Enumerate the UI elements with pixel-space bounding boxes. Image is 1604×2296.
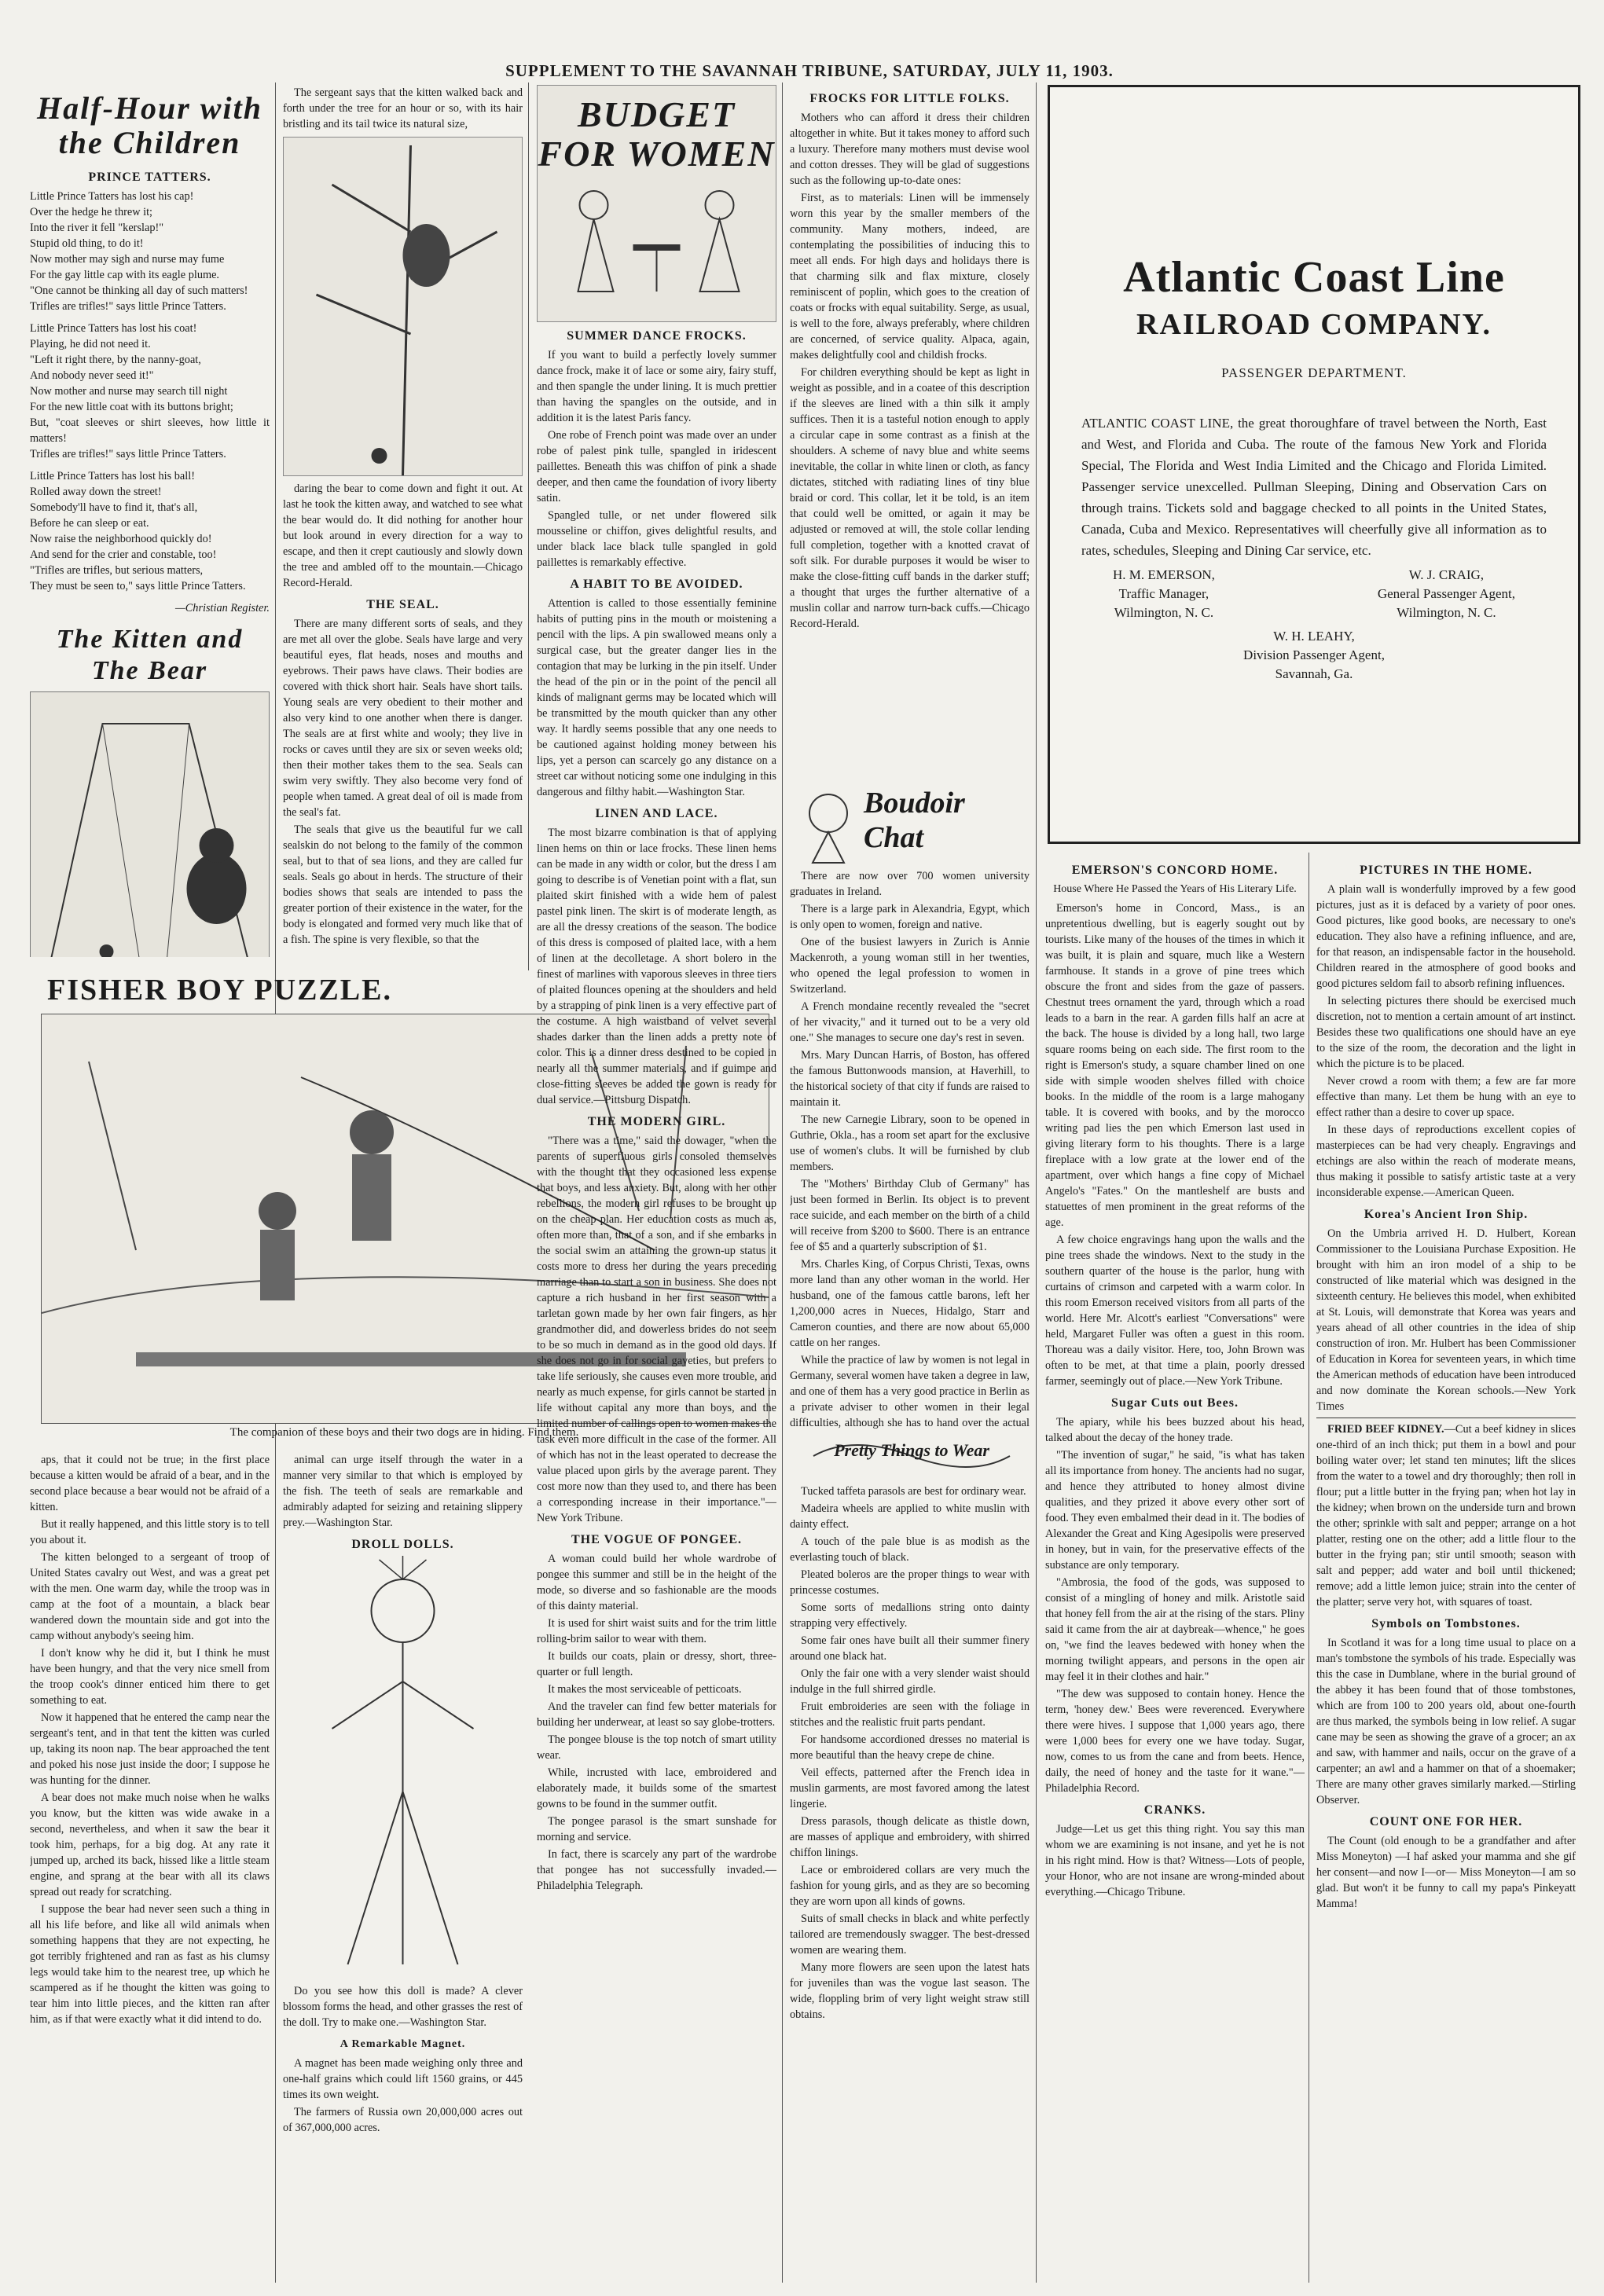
bear-ending: daring the bear to come down and fight it out. At last he took the kitten away, and watched to see what the bear would do. It did nothing for another hour but look around in every direction for a way to escape, and then it crept cautiously and slowly down the tree and ambled off to the mountain.—Chicago Record-Herald. [283,482,523,589]
pongee-paragraph: It is used for shirt waist suits and for the trim little rolling-brim sailor to wear with them. [537,1617,776,1645]
tombstones-title: Symbols on Tombstones. [1371,1617,1521,1630]
seal-paragraph: There are many different sorts of seals, and they are met all over the globe. Seals have large and very beautiful eyes, flat heads, noses and mouths and eyebrows. Their paws have claws. Their bodies are covered with thick short hair. Seals have short tails. Young seals are very obedient to their mother and also very kind to one another when there is danger. The seals are at first white and wooly; they live in rocks or caves until they are six or seven weeks old; then their mother takes them to the sea. Seals can swim very swiftly. They also become very fond of people when tamed. A great deal of oil is made from the seal's fat. [283,618,523,819]
signature-place: Wilmington, N. C. [1397,605,1496,620]
boudoir-paragraph: While the practice of law by women is not legal in Germany, several women have taken a degree in law, and one of them has a very good practice in Berlin as a private adviser to other women in their legal difficulties, although she has to hand over the actual [790,1354,1030,1429]
poem-line: Before he can sleep or eat. [30,517,149,530]
poem-line: Now mother and nurse may search till night [30,385,228,398]
poem-line: For the new little coat with its buttons bright; [30,401,233,413]
pongee-paragraph: In fact, there is scarcely any part of the wardrobe that pongee has not successfully invaded.—Philadelphia Telegraph. [537,1848,776,1892]
railroad-name: Atlantic Coast Line [1123,253,1505,302]
boudoir-paragraph: There is a large park in Alexandria, Egypt, which is only open to women, foreign and native. [790,903,1030,931]
korea-title: Korea's Ancient Iron Ship. [1364,1208,1529,1221]
kitten-story-paragraph: aps, that it could not be true; in the first place because a kitten would be afraid of a bear, and in the second place because a bear would not be afraid of a kitten. [30,1454,270,1513]
railroad-signatures [1113,566,1515,622]
pretty-paragraph: Tucked taffeta parasols are best for ordinary wear. [801,1485,1026,1498]
dance-paragraph: If you want to build a perfectly lovely summer dance frock, make it of lace or some airy, fairy stuff, and then spangle the under lining. It is much prettier than having the spangles on the outside, and in addition it is the latest Paris fancy. [537,349,776,424]
pongee-paragraph: While, incrusted with lace, embroidered and elaborately made, it builds some of the smartest gowns to be found in the summer outfit. [537,1766,776,1810]
doll-illustration [283,1556,523,1980]
bear-in-tree-drawing [284,138,522,475]
signature-craig [1378,566,1515,622]
poem-line: Playing, he did not need it. [30,338,151,350]
pongee-paragraph: It makes the most serviceable of petticoats. [548,1683,742,1696]
emerson-subtitle: House Where He Passed the Years of His Literary Life. [1053,883,1297,895]
pretty-things-heading-art [806,1434,1018,1477]
frocks-title: FROCKS FOR LITTLE FOLKS. [809,92,1010,105]
railroad-department: PASSENGER DEPARTMENT. [1221,365,1407,380]
grass-doll-drawing [283,1556,523,1980]
kitten-story-paragraph: A bear does not make much noise when he walks you know, but the kitten was wide awake in a second, nevertheless, and when it saw the bear it took him, perhaps, for a big dog. At any rate it jumped up, arched its back, hissed like a little steam engine, and sprang at the bear with all its claws spread out ready for scratching. [30,1792,270,1898]
pretty-title: Pretty Things to Wear [834,1440,989,1460]
boudoir-paragraph: Mrs. Charles King, of Corpus Christi, Texas, owns more land than any other woman in the world. Her husband, one of the famous cattle barons, left her 1,200,000 acres in Nueces, Hidalgo, Starr and Cameron counties, and there are now about 65,000 cattle on her ranges. [790,1258,1030,1349]
poem-line: Over the hedge he threw it; [30,206,153,218]
kitten-story-paragraph: I suppose the bear had never seen such a thing in all his life before, and like all wild animals when something happens that they are not expecting, he got terribly frightened and ran as fast as his clumsy legs would take him to the nearest tree, up which he scampered as if he thought the kitten was going to tear him into little pieces, and the kitten ran after him, as if that were exactly what it did intend to do. [30,1903,270,2026]
prince-tatters-title: PRINCE TATTERS. [88,171,211,184]
seal-paragraph: The seals that give us the beautiful fur we call sealskin do not belong to the family of the common seal, but to that of sea lions, and they are called fur seals. Seals go about in herds. The structure of their bodies shows that seals are intended to pass the greater portion of their existence in the water, for the body is elongated and formed very much like that of a fish. The spine is very flexible, so that the [283,823,523,946]
droll-dolls-title: DROLL DOLLS. [351,1538,454,1551]
poem-line: Trifles are trifles!" says little Prince Tatters. [30,448,226,460]
boudoir-paragraph: The "Mothers' Birthday Club of Germany" has just been formed in Berlin. Its object is to prevent race suicide, and each member on the birth of a child will receive from $200 to $600. There is an entrance fee of $5 and a quarterly subscription of $1. [790,1178,1030,1253]
railroad-advertisement [1048,85,1580,844]
boudoir-paragraph: Mrs. Mary Duncan Harris, of Boston, has offered the famous Buttonwoods mansion, at Haverhill, to the historical society of that city if funds are raised to maintain it. [790,1049,1030,1109]
signature-emerson [1113,566,1215,622]
column-1-bottom [30,1452,270,2285]
puzzle-caption: The companion of these boys and their two dogs are in hiding. Find them. [229,1426,579,1439]
column-2-top [283,85,523,969]
bees-paragraph: "Ambrosia, the food of the gods, was supposed to consist of a mingling of honey and milk. Aristotle said that honey fell from the air at the rising of the stars. Pliny said it came from the air at daybreak—whence," he goes on, "we find the leaves bedewed with honey when the morning twilight appears, and persons in the open air may feel it in their clothes and hair." [1045,1576,1305,1683]
cranks-paragraph: Judge—Let us get this thing right. You say this man whom we are examining is not insane, and yet he is not in his right mind. How is that? Witness—Lots of people, your Honor, who are not insane are wrong-minded about everything.—Chicago Tribune. [1045,1823,1305,1898]
budget-illustration [537,85,776,322]
column-4-middle [790,868,1030,1430]
kitten-story-paragraph: But it really happened, and this little story is to tell you about it. [30,1518,270,1546]
seal-ending: animal can urge itself through the water in a manner very similar to that which is employed by the fish. The teeth of seals are remarkable and admirably adapted for seizing and retaining slippery prey.—Washington Star. [283,1454,523,1529]
poem-stanza-3 [30,468,270,594]
poem-line: Little Prince Tatters has lost his ball! [30,470,195,482]
kitten-bear-title: The Kitten and The Bear [56,625,244,685]
poem-stanza-2 [30,321,270,462]
poem-line: "One cannot be thinking all day of such matters! [30,284,248,297]
poem-line: Now raise the neighborhood quickly do! [30,533,212,545]
seal-title: THE SEAL. [366,598,439,611]
habit-title: A HABIT TO BE AVOIDED. [570,578,743,591]
boudoir-title: Boudoir Chat [864,787,965,854]
droll-dolls-text: Do you see how this doll is made? A clever blossom forms the head, and other grasses the rest of the doll. Try to make one.—Washington Star. [283,1985,523,2029]
poem-line: For the gay little cap with its eagle plume. [30,269,220,281]
cranks-title: CRANKS. [1143,1803,1206,1817]
count-title: COUNT ONE FOR HER. [1369,1815,1523,1828]
signature-name: W. H. LEAHY, [1273,629,1355,644]
column-6 [1316,856,1576,2283]
pretty-paragraph: Some sorts of medallions string onto dainty strapping very effectively. [790,1601,1030,1630]
tree-bear-illustration [283,137,523,476]
poem-line: Into the river it fell "kerslap!" [30,222,164,234]
kitten-bear-illustration [30,691,270,957]
poem-line: Now mother may sigh and nurse may fume [30,253,225,266]
women-at-table-drawing [538,174,776,299]
pongee-title: THE VOGUE OF PONGEE. [571,1533,743,1546]
pretty-paragraph: Veil effects, patterned after the French idea in muslin garments, are most favored among the latest lingerie. [790,1766,1030,1810]
bees-paragraph: "The invention of sugar," he said, "is what has taken all its importance from honey. The ancients had no sugar, and hence they attributed to honey almost divine qualities, and they prized it above every other sort of food. They even embalmed their dead in it. The bodies of Alexander the Great and King Agesipolis were preserved in honey, but in vain, for the preservative effects of the substance are only temporary. [1045,1449,1305,1572]
pictures-title: PICTURES IN THE HOME. [1360,864,1532,877]
column-rule [1036,83,1037,2283]
poem-source: —Christian Register. [175,602,270,614]
poem-line: And send for the crier and constable, too! [30,548,217,561]
tent-bear-drawing [31,692,269,957]
dance-paragraph: One robe of French point was made over an under robe of palest pink tulle, spangled in iridescent paillettes. Beneath this was chiffon of pink a shade deeper, and then came the foundation of ivory liberty satin. [537,429,776,504]
bees-paragraph: The apiary, while his bees buzzed about his head, talked about the decay of the honey trade. [1045,1416,1305,1444]
dance-frocks-title: SUMMER DANCE FROCKS. [567,329,747,343]
column-5 [1045,856,1305,2283]
emerson-paragraph: Emerson's home in Concord, Mass., is an unpretentious dwelling, but is eagerly sought out by tourists. Like many of the houses of the times in which it was built, it is plain and square, much like a Western farmhouse. It stands in a grove of pine trees which obscure the front and sides from the gaze of passers. Chestnut trees ornament the yard, through which a road leads to a barn in the rear. A garden fills half an acre at the back. The house is divided by a long hall, two large square rooms being on each side. The first room to the right is Emerson's study, a square chamber lined on one side with simple wooden shelves filled with choice books. In the middle of the room is a large mahogany table. It is covered with books, and by the morocco writing pad lies the pen which Emerson last used in giving literary form to his thoughts. There is a large fireplace with a low grate at the lower end of the apartment, over which hangs a fine copy of Michael Angelo's "Fates." On the mantleshelf are busts and statuettes of men prominent in the great reforms of the age. [1045,902,1305,1229]
pictures-paragraph: In selecting pictures there should be exercised much discretion, not to mention a certain amount of art instinct. Besides these two qualifications one should have an eye to the size of the room, the decoration and the light in which the picture is to be placed. [1316,995,1576,1070]
boudoir-paragraph: A French mondaine recently revealed the "secret of her vivacity," and it turned out to be a very old one." She manages to secure one day's rest in seven. [790,1000,1030,1044]
linen-title: LINEN AND LACE. [595,807,718,820]
pictures-paragraph: In these days of reproductions excellent copies of masterpieces can be had very cheaply. Engravings and etchings are also within the reach of moderate means, thus making it possible to satisfy artistic taste at a very inconsiderable expense.—American Queen. [1316,1124,1576,1199]
railroad-body: ATLANTIC COAST LINE, the great thoroughfare of travel between the North, East and West, and Florida and Cuba. The route of the famous New York and Florida Special, The Florida and West India Limited and the Chicago and Florida Limited. Passenger service unexcelled. Pullman Sleeping, Dining and Observation Cars on through trains. Tickets sold and baggage checked to all points in the United States, Canada, Cuba and Mexico. Representatives will cheerfully give all information as to rates, schedules, Sleeping and Dining Car service, etc. [1081,416,1547,558]
signature-title: General Passenger Agent, [1377,586,1515,601]
boudoir-paragraph: One of the busiest lawyers in Zurich is Annie Mackenroth, a young woman still in her twenties, who opened the legal profession to women in Switzerland. [790,936,1030,996]
poem-line: Trifles are trifles!" says little Prince Tatters. [30,300,226,313]
korea-paragraph: On the Umbria arrived H. D. Hulbert, Korean Commissioner to the Louisiana Purchase Exposition. He brought with him an iron model of a ship to be constructed of like material which was designed in the sixteenth century. He believes this model, when exhibited at St. Louis, will demonstrate that Korea was years and years ahead of all other countries in the idea of ship construction of iron. Mr. Hulbert has been Commissioner of Education in Korea for seventeen years, in which time the American methods of education have been introduced and now dominate the Korean schools.—New York Times [1316,1227,1576,1413]
habit-paragraph: Attention is called to those essentially feminine habits of putting pins in the mouth or moistening a pencil with the lips. A pin swallowed means only a surgical case, but the greater danger lies in the contagion that may be lurking in the pin itself. Under the head of the pin or in the point of the pencil all kinds of malignant germs may be located which will be transmitted by the mouth quicker than any other way. It hardly seems possible that any one needs to be cautioned against holding money between his lips, yet a person can scarcely go any distance on a street car without noticing some one indulging in this dangerous and filthy habit.—Washington Star. [537,597,776,798]
pretty-paragraph: Dress parasols, though delicate as thistle down, are masses of applique and embroidery, with shirred chiffon linings. [790,1815,1030,1859]
poem-line: "Trifles are trifles, but serious matters, [30,564,204,577]
boudoir-paragraph: The new Carnegie Library, soon to be opened in Guthrie, Okla., has a room set apart for the exclusive use of women's clubs. It will be furnished by club members. [790,1113,1030,1173]
kidney-text: —Cut a beef kidney in slices one-third of an inch thick; put them in a bowl and pour boiling water over; let stand ten minutes; lift the slices from the water to a towel and dry thoroughly; then roll in flour; put a little butter in the frying pan; when hot lay in the kidney; when brown on the underside turn and brown the other; sprinkle with salt and pepper; arrange on a hot platter, resting one on the other; add a little flour to the butter in the frying pan; stir until smooth; season with salt and pepper; add water and boil until thickened; remove; add a little lemon juice; strain into the center of the platter; serve very hot, with squares of toast. [1316,1423,1576,1608]
signature-place: Savannah, Ga. [1275,666,1353,681]
poem-line: They must be seen to," says little Prince Tatters. [30,580,246,592]
signature-name: H. M. EMERSON, [1113,567,1215,582]
pictures-paragraph: A plain wall is wonderfully improved by a few good pictures, just as it is defaced by a variety of poor ones. Good pictures, like good books, are necessary to one's education. They also have a refining influence, and are, for that reason, an indispensable factor in the household. Children reared in the atmosphere of good books and good pictures seldom fail to absorb refining influences. [1316,883,1576,990]
kitten-story-paragraph: Now it happened that he entered the camp near the sergeant's tent, and in that tent the kitten was curled up, taking its noon nap. The bear approached the tent and poked his nose just inside the door; I suppose he was hunting for the dinner. [30,1711,270,1787]
poem-line: Little Prince Tatters has lost his coat! [30,322,197,335]
signature-title: Division Passenger Agent, [1243,647,1385,662]
pretty-paragraph: For handsome accordioned dresses no material is more beautiful than the heavy crepe de chine. [790,1733,1030,1762]
pretty-paragraph: Some fair ones have built all their summer finery around one black hat. [790,1634,1030,1663]
pretty-paragraph: Only the fair one with a very slender waist should indulge in the full shirred girdle. [790,1667,1030,1696]
frocks-paragraph: For children everything should be kept as light in weight as possible, and in a coatee of this description if the sleeves are lined with a thin silk it amply suffices. Then it is a tasteful notion enough to apply a circular cape in some contrast as a finish at the shoulders. A scheme of navy blue and white seems inevitable, the collar in white linen or cloth, as fancy dictates, stitched with radiating lines of tiny blue braid or cord. This collar, let it be told, is an item that could well be omitted, or again it may be adjusted or removed at will, the stole collar lending full completion, together with a knotted cravat of soft silk. For durable purposes it would be wiser to make the close-fitting cuff bands in the darker stuff; a thought that urges the further alternative of a muslin collar and narrow turn-back cuffs.—Chicago Record-Herald. [790,366,1030,630]
poem-line: Little Prince Tatters has lost his cap! [30,190,194,203]
signature-title: Traffic Manager, [1118,586,1209,601]
frocks-paragraph: First, as to materials: Linen will be immensely worn this year by the smaller members of the community. Many mothers, indeed, are contemplating the possibilities of inducing this to meet all ends. For high days and holidays there is that charming silk and flax mixture, closely reminiscent of poplin, which goes to the creation of coats or frocks with equal suitability. Serge, as usual, is well to the fore, always preferably, where children are concerned, of service quality. Alpaca, again, makes delightfully cool and childish frocks. [790,192,1030,361]
budget-title: BUDGET FOR WOMEN [538,94,776,174]
bees-paragraph: "The dew was supposed to contain honey. Hence the term, 'honey dew.' Bees were reverenced. Everywhere there were hives. I suppose that 1,000 years ago, there were 1,000 bees for every one we have today. Sugar, now, comes to us from the cane and from beets. Hence, daily, the need of honey and the taste for it wane."—Philadelphia Record. [1045,1688,1305,1795]
kitten-story-paragraph: I don't know why he did it, but I think he must have been hungry, and that the very nice smell from the troop cook's dinner enticed him there to get something to eat. [30,1647,270,1707]
half-hour-title: Half-Hour with the Children [37,90,262,160]
pretty-paragraph: Pleated boleros are the proper things to wear with princesse costumes. [790,1568,1030,1597]
column-4-top [790,85,1030,768]
column-2-bottom [283,1452,523,2285]
column-3 [537,85,776,2285]
pretty-paragraph: A touch of the pale blue is as modish as the everlasting touch of black. [790,1535,1030,1564]
boudoir-chat-heading-art [797,778,1033,864]
signature-leahy [1050,627,1578,684]
puzzle-title: FISHER BOY PUZZLE. [47,974,392,1007]
tombstones-paragraph: In Scotland it was for a long time usual to place on a man's tombstone the symbols of his trade. Especially was this the case in Dumblane, where in the burial ground of the abbey it has been found that of those tombstones, which are from 100 to 200 years old, about one-fourth are thus marked, the symbols being in low relief. A sugar cane may be seen as showing the grave of a grocer; an ax and saw, with hammer and nails, occur on the grave of a carpenter; an awl and a hammer on that of a shoemaker; There are many other graves similarly marked.—Stirling Observer. [1316,1637,1576,1806]
column-rule [782,83,783,2283]
poem-line: Stupid old thing, to do it! [30,237,144,250]
magnet-title: A Remarkable Magnet. [340,2038,466,2050]
pongee-paragraph: The pongee blouse is the top notch of smart utility wear. [537,1733,776,1762]
emerson-title: EMERSON'S CONCORD HOME. [1071,864,1279,877]
masthead: SUPPLEMENT TO THE SAVANNAH TRIBUNE, SATURDAY, JULY 11, 1903. [505,61,1114,80]
pongee-paragraph: And the traveler can find few better materials for building her underwear, at least so say globe-trotters. [537,1700,776,1729]
column-4-bottom [790,1484,1030,2285]
pretty-paragraph: Fruit embroideries are seen with the foliage in stitches and the realistic fruit parts pendant. [790,1700,1030,1729]
poem-line: "Left it right there, by the nanny-goat, [30,354,201,366]
kitten-continued: The sergeant says that the kitten walked back and forth under the tree for an hour or so, with its hair bristling and its tail twice its natural size, [283,86,523,130]
magnet-text: A magnet has been made weighing only three and one-half grains which could lift 1560 grains, or 445 times its own weight. [283,2057,523,2101]
modern-girl-paragraph: "There was a time," said the dowager, "when the parents of superfluous girls consoled themselves with the thought that they occasioned less expense that boys, and less anxiety. But, along with her other rebellions, the modern girl refuses to be brought up on the cheap plan. Her education costs as much as, often more than, that of a son, and if she embarks in the social swim an attaining the grown-up status it costs more to dress her during the years preceding marriage than to start a son in business. She does not capture a rich husband in her first season with a tarletan gown made by her own fair fingers, as her grandmother did, and dowerless brides do not seem to be so much in demand as in the good old days. If she does not go in for social gayeties, but prefers to take life seriously, she causes even more trouble, and nearly as much expense, for girls cannot be started in life without capital any more than boys, and the limited number of callings open to women makes the task even more difficult in the case of the former. All of which has not in the least operated to decrease the value placed upon girls by the average parent. They cost more now than they used to, and there has been a corresponding increase in their importance."—New York Tribune. [537,1135,776,1524]
kitten-story-paragraph: The kitten belonged to a sergeant of troop of United States cavalry out West, and was a great pet with the men. One warm day, while the troop was in camp at the foot of a mountain, a black bear wandered down the mountain side and got into the camp without anybody's seeing him. [30,1551,270,1642]
pretty-paragraph: Lace or embroidered collars are very much the fashion for young girls, and as they are so becoming they are worn upon all kinds of gowns. [790,1864,1030,1908]
frocks-paragraph: Mothers who can afford it dress their children altogether in white. But it takes money to afford such a luxury. Therefore many mothers must devise wool and cotton dresses. They will be glad of suggestions such as the following up-to-date ones: [790,112,1030,187]
signature-name: W. J. CRAIG, [1408,567,1485,582]
farmers-text: The farmers of Russia own 20,000,000 acres out of 367,000,000 acres. [283,2106,523,2134]
dance-paragraph: Spangled tulle, or net under flowered silk mousseline or chiffon, gives delightful results, and under black lace black tulle spangled in gold paillettes is remarkably effective. [537,509,776,569]
poem-line: Rolled away down the street! [30,486,162,498]
signature-place: Wilmington, N. C. [1114,605,1214,620]
pretty-paragraph: Many more flowers are seen upon the latest hats for juveniles than was the vogue last season. The wide, floppling brim of very light weight straw still obtains. [790,1961,1030,2021]
railroad-company: RAILROAD COMPANY. [1136,308,1492,341]
pongee-paragraph: The pongee parasol is the smart sunshade for morning and service. [537,1815,776,1843]
bees-title: Sugar Cuts out Bees. [1111,1396,1239,1410]
poem-line: And nobody never seed it!" [30,369,154,382]
boudoir-paragraph: There are now over 700 women university graduates in Ireland. [790,870,1030,898]
emerson-paragraph: A few choice engravings hang upon the walls and the pine trees shade the windows. Next to the study in the southern quarter of the house is the parlor, hung with curtains of crimson and carpeted with a warm color. In this room Emerson received visitors from all parts of the world. Here Mr. Alcott's earliest "Conversations" were held, Margaret Fuller was often a guest in this room. Thoreau was a daily visitor. Here, too, John Brown was often to be met, at that time a plain, poorly dressed farmer, seemingly out of place.—New York Tribune. [1045,1234,1305,1388]
linen-paragraph: The most bizarre combination is that of applying linen hems on thin or lace frocks. These linen hems can be made in any width or color, but the dress I am going to describe is of Venetian point with a flat, sun plaited skirt finished with a wide hem of palest pastel pink linen. The skirt is of moderate length, as are all the dressy creations of the season. The bodice of this dress is composed of plaited lace, with a hem of linen at the decolletage. A short bolero in the finest of marlines with vaporous sleeves in three tiers of plaited flounces opening at the shoulders and held by a strapping of pink linen is a very effective part of the costume. A high waistband of velvet several shades darker than the linen adds a pretty note of color. This is a dinner dress destined to be copied in nearly all the summer materials, and if guimpe and close-fitting sleeves be added the gown is ready for dual service.—Pittsburg Dispatch. [537,827,776,1106]
poem-line: But, "coat sleeves or shirt sleeves, how little it matters! [30,416,270,445]
pongee-paragraph: A woman could build her whole wardrobe of pongee this summer and still be in the height of the mode, so diverse and so fashionable are the moods of this dainty material. [537,1553,776,1612]
pretty-paragraph: Suits of small checks in black and white perfectly tailored are tremendously swagger. The best-dressed women are wearing them. [790,1913,1030,1957]
kidney-title: FRIED BEEF KIDNEY. [1327,1423,1444,1436]
count-paragraph: The Count (old enough to be a grandfather and after Miss Moneyton) —I haf asked your mamma and she gif her consent—and now I—or— Miss Moneyton—I am so glad. But won't it be funny to call my papa's Pinkeyatt Mamma! [1316,1835,1576,1910]
column-rule [528,83,529,970]
pongee-paragraph: It builds our coats, plain or dressy, short, three-quarter or full length. [537,1650,776,1678]
pictures-paragraph: Never crowd a room with them; a few are far more effective than many. Let them be hung with an eye to effect rather than a desire to cover up space. [1316,1075,1576,1119]
poem-line: Somebody'll have to find it, that's all, [30,501,198,514]
pretty-paragraph: Madeira wheels are applied to white muslin with dainty effect. [790,1502,1030,1531]
modern-girl-title: THE MODERN GIRL. [587,1115,726,1128]
poem-stanza-1 [30,189,270,314]
column-1-top [30,85,270,957]
